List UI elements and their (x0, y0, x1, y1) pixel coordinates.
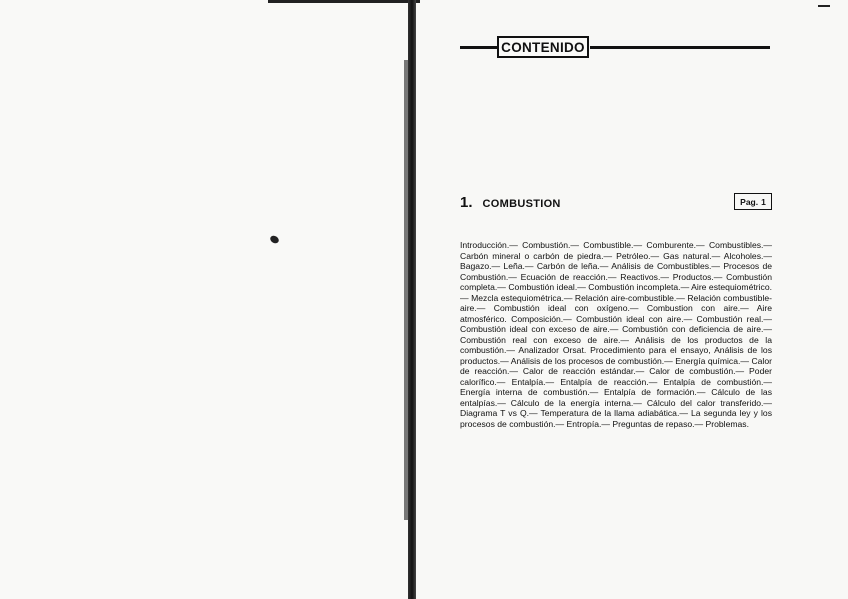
page-label: Pag. (740, 196, 759, 207)
page-number: 1 (761, 196, 766, 207)
chapter-number: 1. (460, 194, 473, 211)
chapter-title: COMBUSTION (482, 198, 561, 210)
contents-heading-text: CONTENIDO (501, 39, 585, 55)
corner-mark (818, 5, 830, 7)
chapter-heading (460, 194, 561, 211)
page-reference (734, 193, 772, 210)
heading-rule-left (460, 46, 498, 49)
page-top-edge (268, 0, 420, 3)
contents-heading (497, 36, 589, 58)
book-spine (408, 0, 416, 599)
heading-rule-right (590, 46, 770, 49)
chapter-summary: Introducción.— Combustión.— Combustible.— Comburente.— Combustibles.— Carbón mineral o carbón de piedra.— Petróleo.— Gas natural.— Alcoholes.— Bagazo.— Leña.— Carbón de leña.— Análisis de Combustibles.— Procesos de Combustión.— Ecuación de reacción.— Reactivos.— Productos.— Combustión completa.— Combustión ideal.— Combustión incompleta.— Aire estequiométrico.— Mezcla estequiométrica.— Relación aire-combustible.— Relación combustible-aire.— Combustión ideal con oxígeno.— Combustion con aire.— Aire atmosférico. Composición.— Combustión ideal con aire.— Combustión real.— Combustión ideal con exceso de aire.— Combustión con deficiencia de aire.— Combustión real con exceso de aire.— Análisis de los productos de la combustión.— Analizador Orsat. Procedimiento para el ensayo, Análisis de los productos.— Análisis de los procesos de combustión.— Energía química.— Calor de reacción.— Calor de reacción estándar.— Calor de combustión.— Poder calorífico.— Entalpía.— Entalpía de reacción.— Entalpía de combustión.— Energía interna de combustión.— Entalpía de formación.— Cálculo de las entalpías.— Cálculo de la energía interna.— Cálculo del calor transferido.— Diagrama T vs Q.— Temperatura de la llama adiabática.— La segunda ley y los procesos de combustión.— Entropía.— Preguntas de repaso.— Problemas. (460, 240, 772, 429)
left-page-blank (0, 0, 410, 599)
